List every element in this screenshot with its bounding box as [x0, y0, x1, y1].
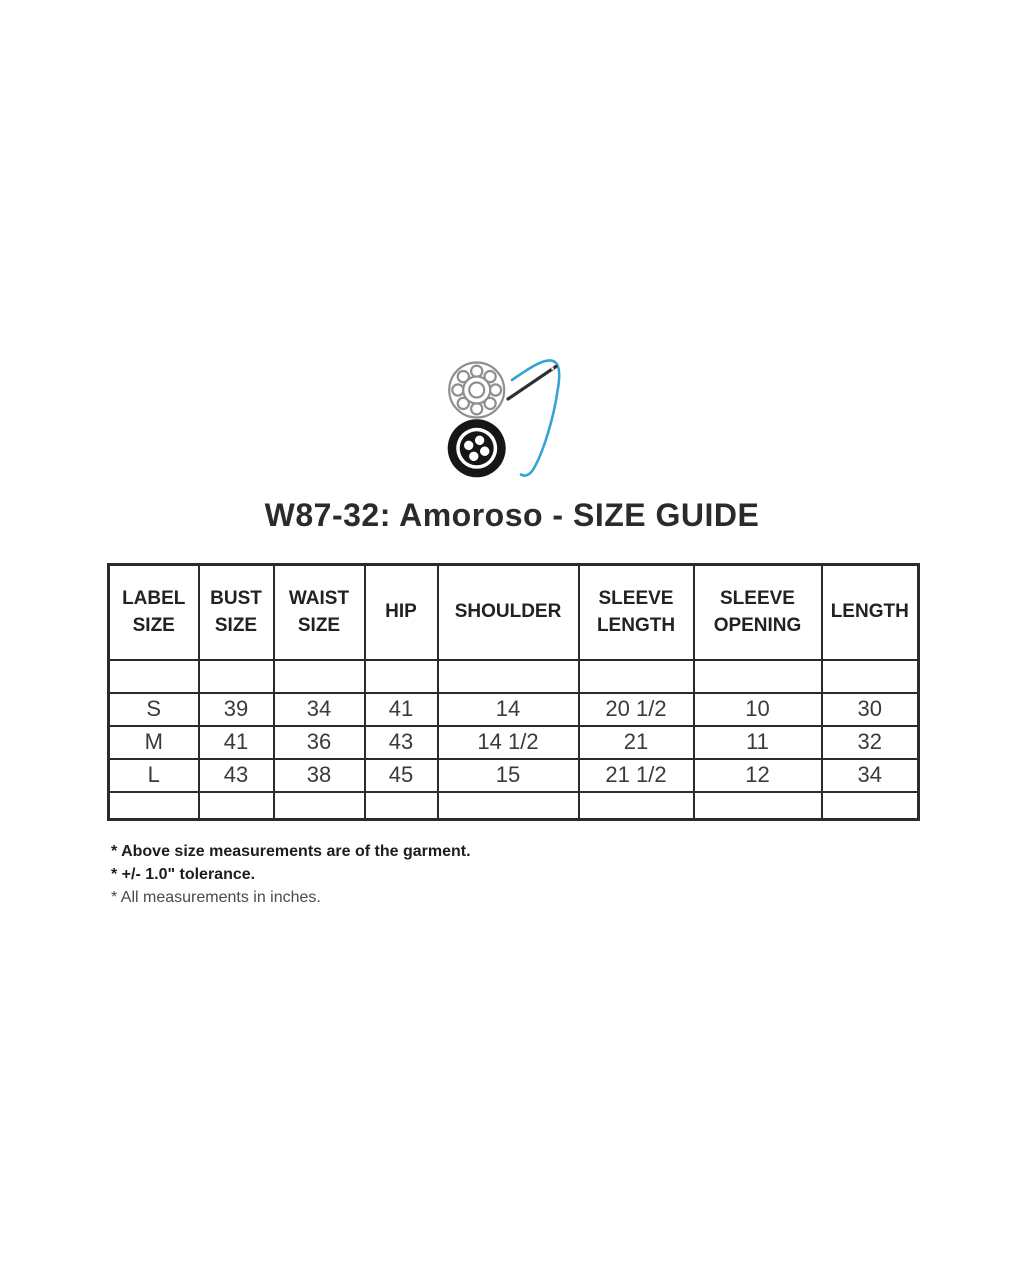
table-cell: [694, 660, 822, 693]
table-cell: M: [109, 726, 199, 759]
column-header-sleeve-opening: SLEEVE OPENING: [694, 565, 822, 660]
thread-icon: [512, 360, 559, 475]
table-cell: 32: [822, 726, 919, 759]
table-cell: [365, 660, 438, 693]
note-line: * Above size measurements are of the garment.: [111, 843, 471, 860]
table-cell: [438, 792, 579, 820]
column-header-shoulder: SHOULDER: [438, 565, 579, 660]
column-header-hip: HIP: [365, 565, 438, 660]
table-header-row: [109, 565, 919, 660]
table-cell: 20 1/2: [579, 693, 694, 726]
table-cell: 10: [694, 693, 822, 726]
measurement-notes: [111, 840, 471, 909]
table-cell: [438, 660, 579, 693]
table-body: [109, 660, 919, 820]
spacer-row: [109, 792, 919, 820]
table-cell: 11: [694, 726, 822, 759]
column-header-length: LENGTH: [822, 565, 919, 660]
table-cell: 38: [274, 759, 365, 792]
sewing-logo: [430, 350, 590, 490]
table-cell: 14: [438, 693, 579, 726]
table-cell: 41: [365, 693, 438, 726]
table-cell: 30: [822, 693, 919, 726]
table-cell: [822, 660, 919, 693]
table-cell: [694, 792, 822, 820]
table-cell: 21 1/2: [579, 759, 694, 792]
spacer-row: [109, 660, 919, 693]
note-line: * All measurements in inches.: [111, 889, 321, 906]
table-cell: 12: [694, 759, 822, 792]
table-cell: [579, 660, 694, 693]
table-cell: [579, 792, 694, 820]
size-row-m: [109, 726, 919, 759]
table-cell: [822, 792, 919, 820]
table-cell: 43: [199, 759, 274, 792]
column-header-bust-size: BUST SIZE: [199, 565, 274, 660]
table-cell: [109, 660, 199, 693]
table-cell: [365, 792, 438, 820]
table-cell: 36: [274, 726, 365, 759]
table-cell: [199, 660, 274, 693]
button-icon: [448, 419, 506, 477]
table-cell: [274, 660, 365, 693]
table-cell: 14 1/2: [438, 726, 579, 759]
column-header-waist-size: WAIST SIZE: [274, 565, 365, 660]
size-row-l: [109, 759, 919, 792]
table-cell: 45: [365, 759, 438, 792]
table-cell: L: [109, 759, 199, 792]
page-title: W87-32: Amoroso - SIZE GUIDE: [264, 497, 760, 533]
table-cell: 21: [579, 726, 694, 759]
note-line: * +/- 1.0" tolerance.: [111, 866, 256, 883]
table-cell: [274, 792, 365, 820]
table-cell: 41: [199, 726, 274, 759]
table-cell: 39: [199, 693, 274, 726]
table-cell: 34: [822, 759, 919, 792]
needle-icon: [508, 367, 556, 400]
table-cell: 43: [365, 726, 438, 759]
size-guide-table: [107, 563, 920, 821]
bobbin-icon: [449, 363, 504, 418]
table-cell: [109, 792, 199, 820]
table-cell: 34: [274, 693, 365, 726]
column-header-sleeve-length: SLEEVE LENGTH: [579, 565, 694, 660]
table-cell: [199, 792, 274, 820]
size-row-s: [109, 693, 919, 726]
needle-eye: [551, 367, 554, 370]
table-cell: 15: [438, 759, 579, 792]
column-header-label-size: LABEL SIZE: [109, 565, 199, 660]
table-header: [109, 565, 919, 660]
table-cell: S: [109, 693, 199, 726]
